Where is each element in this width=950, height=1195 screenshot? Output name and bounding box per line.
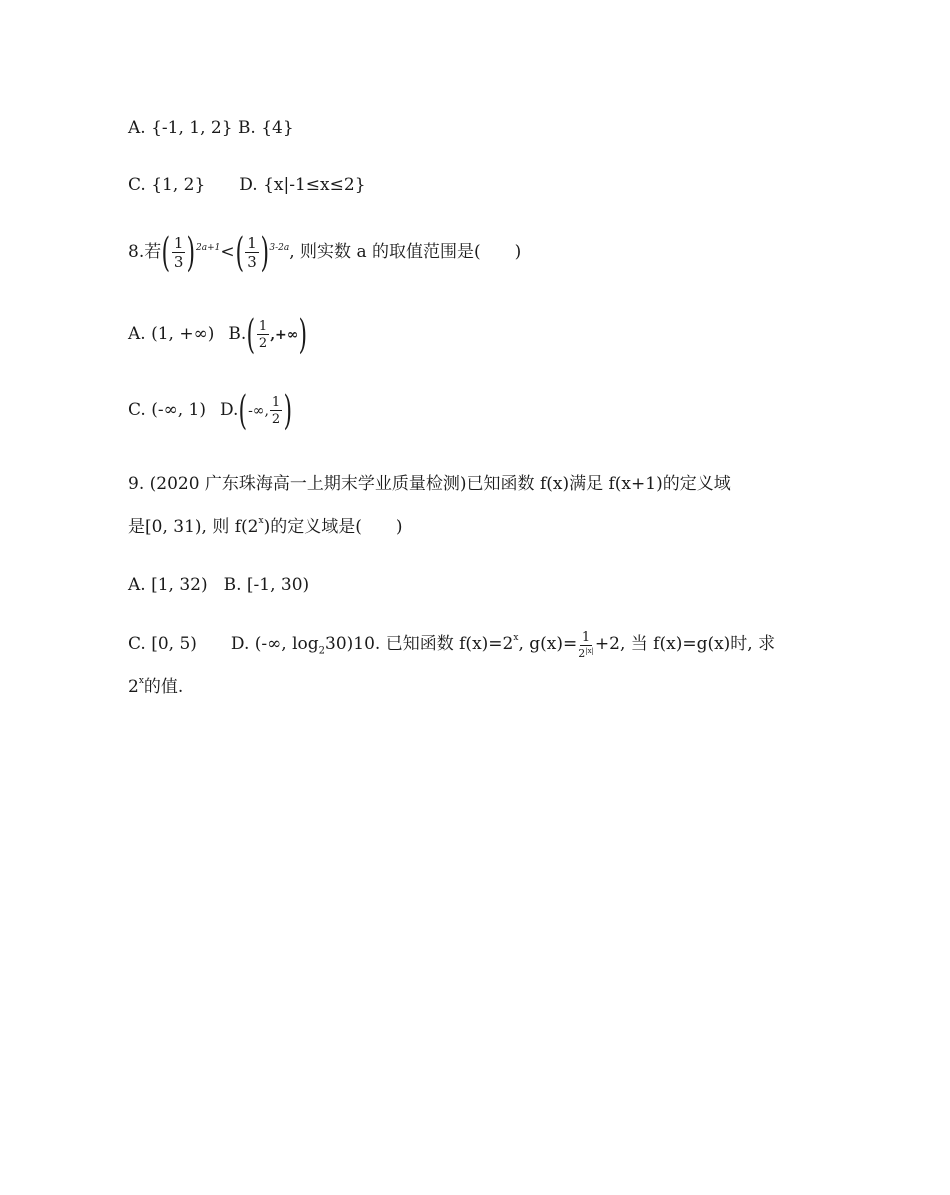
q9-stem-line-1: 9. (2020 广东珠海高一上期末学业质量检测)已知函数 f(x)满足 f(x+1)的定义域 (128, 474, 731, 494)
q10-stem-line-2: 2$^x$的值. (128, 676, 184, 697)
q9-options-row-2-with-q10 (128, 620, 775, 668)
q8-option-b-fraction: $\frac{1}{2}$ (258, 318, 268, 351)
q8-stem: 8.若( $\frac{1}{3}$ )$^{2a+1}$<( $\frac{1}{3}$ )$^{3-2a}$, 则实数 a 的取值范围是( ) (128, 229, 522, 276)
q8-number: 8. (128, 242, 145, 262)
q10-stem: 10. 已知函数 $f(x)=2^x$, g(x)= $\frac{1}{2^{|x|}}$ +2, 当 f(x)=g(x)时, 求 (353, 629, 776, 660)
q8-option-d-label: D. (220, 400, 239, 420)
q8-exponent-left: 2a+1 (196, 243, 221, 253)
q8-fraction-left: $\frac{1}{3}$ (173, 233, 184, 271)
q8-exponent-right: 3-2a (269, 243, 290, 253)
q7-option-a: A. {-1, 1, 2} (128, 118, 233, 138)
q8-option-c: C. (-∞, 1) (128, 400, 207, 420)
q7-options-row-2 (128, 173, 366, 197)
q8-option-d-head: -∞, (248, 403, 269, 419)
q7-option-b: B. {4} (237, 118, 294, 138)
q9-close-paren: ) (395, 517, 403, 537)
q9-option-d: D. (-∞, $\log_230$) (230, 634, 354, 657)
q8-ruo: 若 (144, 242, 162, 262)
q8-option-d-fraction: $\frac{1}{2}$ (271, 394, 281, 427)
q8-option-a: A. (1, +∞) (128, 324, 215, 344)
q8-option-b-label: B. (228, 324, 247, 344)
q8-option-b-tail: ,+∞ (270, 327, 299, 343)
q10-fraction: $\frac{1}{2^{|x|}}$ (578, 629, 594, 660)
q7-options-row-1 (128, 116, 294, 140)
q9-option-a: A. [1, 32) (128, 575, 208, 595)
q8-less-than: < (220, 242, 235, 262)
q8-options-row-1: A. (1, +∞) B.( $\frac{1}{2}$ ,+∞) (128, 311, 308, 358)
q9-option-b: B. [-1, 30) (223, 575, 310, 595)
q9-options-row-1 (128, 573, 309, 597)
q9-option-c: C. [0, 5) (128, 634, 197, 654)
q8-close-paren: ) (514, 242, 522, 262)
q8-fraction-right: $\frac{1}{3}$ (247, 233, 257, 271)
q7-option-d: D. {x|-1≤x≤2} (239, 175, 366, 195)
q8-options-row-2: C. (-∞, 1) D.(-∞, $\frac{1}{2}$ ) (128, 387, 293, 434)
q9-stem-line-2: 是[0, 31), 则 f(2$^x$)的定义域是( ) (128, 516, 403, 537)
q7-option-c: C. {1, 2} (128, 175, 206, 195)
q8-stem-rest: , 则实数 a 的取值范围是( (289, 242, 481, 262)
